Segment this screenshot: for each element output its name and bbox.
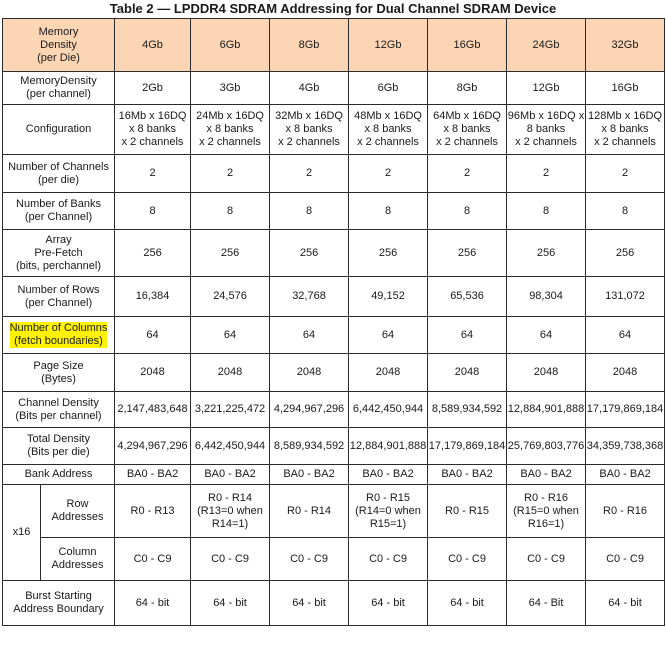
table-cell: 8,589,934,592 [428,392,507,428]
table-cell: 64 [349,317,428,354]
table-cell: 16,384 [115,277,191,317]
row-label: Burst Starting Address Boundary [3,581,115,626]
table-cell: BA0 - BA2 [191,465,270,485]
row-label: Number of Rows (per Channel) [3,277,115,317]
table-title: Table 2 — LPDDR4 SDRAM Addressing for Dual Channel SDRAM Device [109,1,557,16]
highlighted-label: Number of Columns (fetch boundaries) [9,322,108,347]
table-row [3,354,665,392]
row-label [3,317,115,354]
table-cell: 25,769,803,776 [507,428,586,465]
table-row [3,428,665,465]
table-row [3,230,665,277]
table-cell: 6Gb [349,72,428,105]
table-cell: 2048 [507,354,586,392]
header-density: 8Gb [270,19,349,72]
header-density: 16Gb [428,19,507,72]
table-cell: 3Gb [191,72,270,105]
header-label: Memory Density (per Die) [3,19,115,72]
table-cell: C0 - C9 [270,538,349,581]
table-cell: 16Mb x 16DQ x 8 banks x 2 channels [115,105,191,155]
table-cell: 256 [507,230,586,277]
table-cell: 8 [428,193,507,230]
table-cell: 8 [270,193,349,230]
table-cell: 256 [270,230,349,277]
table-body [3,19,665,626]
x16-label: x16 [3,485,41,581]
table-cell: 16Gb [586,72,665,105]
table-cell: C0 - C9 [349,538,428,581]
table-row [3,485,665,538]
table-cell: BA0 - BA2 [349,465,428,485]
table-cell: 6,442,450,944 [349,392,428,428]
row-label: Number of Banks (per Channel) [3,193,115,230]
table-cell: 256 [115,230,191,277]
row-label: Configuration [3,105,115,155]
table-cell: R0 - R16 (R15=0 when R16=1) [507,485,586,538]
table-cell: 64 - bit [191,581,270,626]
table-cell: 64 [428,317,507,354]
table-cell: R0 - R14 [270,485,349,538]
table-cell: 2 [270,155,349,193]
table-row [3,392,665,428]
table-cell: 2048 [586,354,665,392]
table-cell: 64Mb x 16DQ x 8 banks x 2 channels [428,105,507,155]
table-cell: 48Mb x 16DQ x 8 banks x 2 channels [349,105,428,155]
row-addresses-label: Row Addresses [41,485,115,538]
table-cell: 8 [586,193,665,230]
table-cell: R0 - R15 [428,485,507,538]
table-cell: 12,884,901,888 [507,392,586,428]
table-cell: C0 - C9 [586,538,665,581]
table-cell: BA0 - BA2 [586,465,665,485]
table-cell: 64 - bit [586,581,665,626]
row-label: Array Pre-Fetch (bits, perchannel) [3,230,115,277]
table-cell: 2Gb [115,72,191,105]
table-cell: 64 [115,317,191,354]
table-cell: 96Mb x 16DQ x 8 banks x 2 channels [507,105,586,155]
table-cell: 24,576 [191,277,270,317]
table-cell: 2 [349,155,428,193]
header-density: 32Gb [586,19,665,72]
table-cell: 3,221,225,472 [191,392,270,428]
table-row [3,193,665,230]
table-cell: 8,589,934,592 [270,428,349,465]
table-cell: 2 [191,155,270,193]
table-cell: 2048 [349,354,428,392]
table-cell: R0 - R15 (R14=0 when R15=1) [349,485,428,538]
table-cell: 4,294,967,296 [115,428,191,465]
table-cell: C0 - C9 [507,538,586,581]
table-cell: 24Mb x 16DQ x 8 banks x 2 channels [191,105,270,155]
row-label: Total Density (Bits per die) [3,428,115,465]
table-cell: C0 - C9 [428,538,507,581]
table-row [3,538,665,581]
row-label: Channel Density (Bits per channel) [3,392,115,428]
table-row [3,105,665,155]
table-cell: 64 - bit [428,581,507,626]
table-cell: 8 [349,193,428,230]
table-cell: 2048 [270,354,349,392]
table-row [3,581,665,626]
row-label: Number of Channels (per die) [3,155,115,193]
table-cell: 131,072 [586,277,665,317]
table-cell: 64 - bit [115,581,191,626]
table-cell: 64 [507,317,586,354]
header-density: 12Gb [349,19,428,72]
table-cell: 64 - bit [349,581,428,626]
table-cell: 64 - bit [270,581,349,626]
table-cell: 49,152 [349,277,428,317]
table-cell: 17,179,869,184 [586,392,665,428]
table-cell: 17,179,869,184 [428,428,507,465]
table-cell: 256 [428,230,507,277]
table-cell: 2 [115,155,191,193]
table-cell: 64 [586,317,665,354]
table-cell: C0 - C9 [115,538,191,581]
table-cell: 98,304 [507,277,586,317]
table-cell: R0 - R16 [586,485,665,538]
addressing-table [2,18,665,626]
table-cell: 2048 [428,354,507,392]
table-cell: 256 [586,230,665,277]
table-cell: 32,768 [270,277,349,317]
header-row [3,19,665,72]
table-cell: 256 [191,230,270,277]
table-row [3,317,665,354]
row-label: MemoryDensity (per channel) [3,72,115,105]
table-cell: 64 [270,317,349,354]
table-cell: BA0 - BA2 [507,465,586,485]
table-row [3,155,665,193]
table-cell: R0 - R13 [115,485,191,538]
column-addresses-label: Column Addresses [41,538,115,581]
table-cell: 2048 [115,354,191,392]
table-row [3,465,665,485]
table-cell: 65,536 [428,277,507,317]
table-cell: 12,884,901,888 [349,428,428,465]
table-row [3,277,665,317]
table-cell: C0 - C9 [191,538,270,581]
table-cell: 4Gb [270,72,349,105]
table-cell: 8 [507,193,586,230]
table-cell: 2,147,483,648 [115,392,191,428]
table-cell: 2 [586,155,665,193]
table-cell: 34,359,738,368 [586,428,665,465]
table-cell: BA0 - BA2 [428,465,507,485]
table-row [3,72,665,105]
row-label: Page Size (Bytes) [3,354,115,392]
table-cell: 256 [349,230,428,277]
table-cell: 2 [507,155,586,193]
table-cell: 32Mb x 16DQ x 8 banks x 2 channels [270,105,349,155]
table-cell: 64 - Bit [507,581,586,626]
table-cell: 12Gb [507,72,586,105]
table-cell: 2 [428,155,507,193]
table-cell: 128Mb x 16DQ x 8 banks x 2 channels [586,105,665,155]
row-label: Bank Address [3,465,115,485]
table-cell: 2048 [191,354,270,392]
table-cell: 4,294,967,296 [270,392,349,428]
table-cell: 8 [115,193,191,230]
table-cell: 6,442,450,944 [191,428,270,465]
table-cell: BA0 - BA2 [115,465,191,485]
table-cell: 8Gb [428,72,507,105]
table-cell: BA0 - BA2 [270,465,349,485]
table-cell: R0 - R14 (R13=0 when R14=1) [191,485,270,538]
table-cell: 64 [191,317,270,354]
header-density: 24Gb [507,19,586,72]
header-density: 4Gb [115,19,191,72]
header-density: 6Gb [191,19,270,72]
table-cell: 8 [191,193,270,230]
